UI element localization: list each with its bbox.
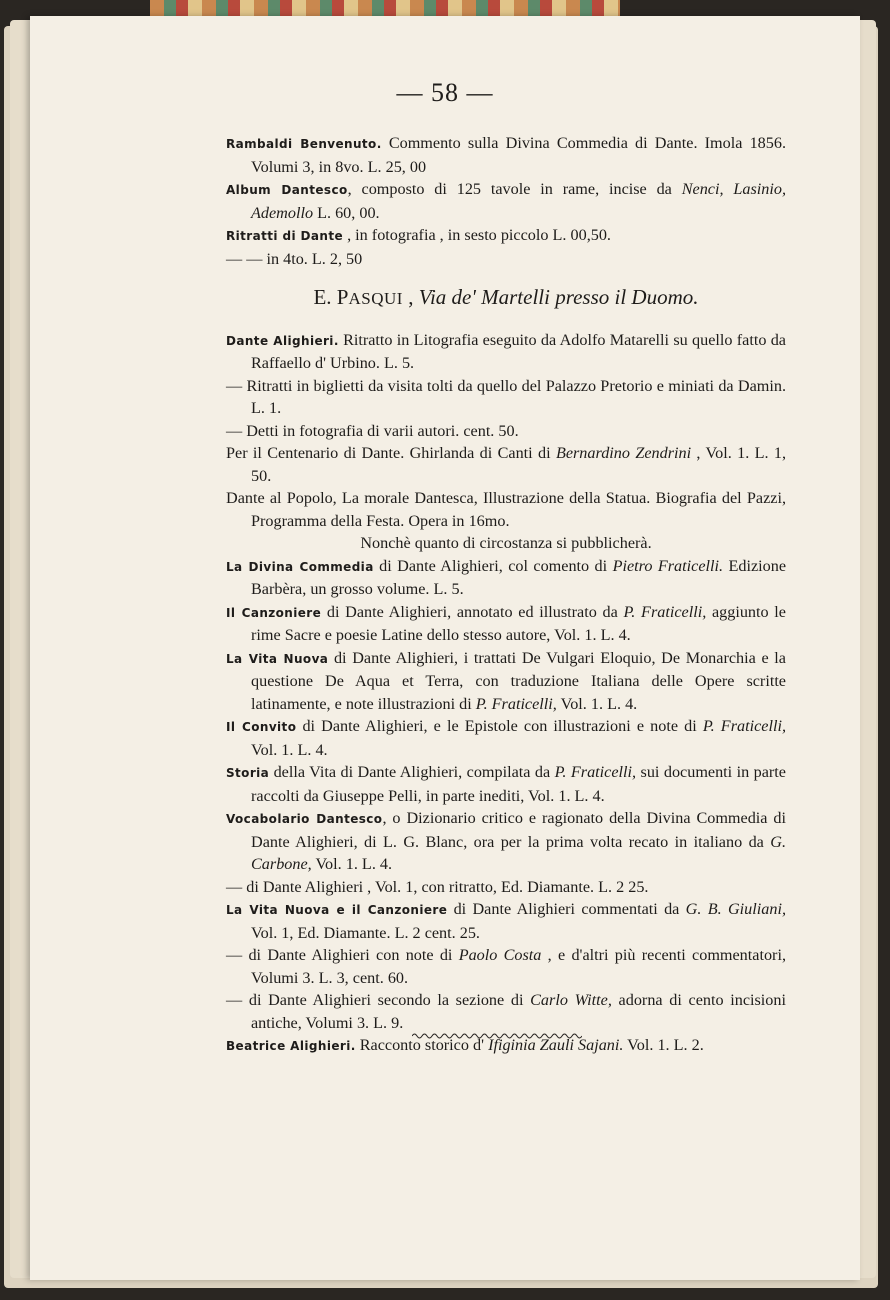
catalog-entry: Album Dantesco, composto di 125 tavole in rame, incise da Nenci, Lasinio, Ademollo L. 60, 00.	[226, 180, 786, 222]
catalog-entry: — Ritratti in biglietti da visita tolti da quello del Palazzo Pretorio e miniati da Damin. L. 1.	[226, 376, 786, 417]
publisher-heading: E. PASQUI , Via de' Martelli presso il Duomo.	[313, 285, 699, 309]
book-cover-edge	[150, 0, 620, 16]
catalog-entry: Beatrice Alighieri. Racconto storico d' Ifiginia Zauli Sajani. Vol. 1. L. 2.	[226, 1036, 704, 1054]
publisher1-catalog	[226, 132, 786, 270]
catalog-entry: — di Dante Alighieri con note di Paolo Costa , e d'altri più recenti commentatori, Volumi 3. L. 3, cent. 60.	[226, 946, 786, 987]
catalog-entry: Dante Alighieri. Ritratto in Litografia eseguito da Adolfo Matarelli su quello fatto da Raffaello d' Urbino. L. 5.	[226, 330, 786, 372]
catalog-entry: Dante al Popolo, La morale Dantesca, Illustrazione della Statua. Biografia del Pazzi, Programma della Festa. Opera in 16mo.	[226, 489, 786, 530]
book-page	[30, 16, 860, 1280]
page-content	[226, 132, 786, 1058]
catalog-entry: Rambaldi Benvenuto. Commento sulla Divina Commedia di Dante. Imola 1856. Volumi 3, in 8vo. L. 25, 00	[226, 134, 786, 176]
page-number: — 58 —	[396, 78, 494, 107]
catalog-entry: Storia della Vita di Dante Alighieri, compilata da P. Fraticelli, sui documenti in parte raccolti da Giuseppe Pelli, in parte inediti, Vol. 1. L. 4.	[226, 763, 786, 805]
catalog-entry: La Vita Nuova di Dante Alighieri, i trattati De Vulgari Eloquio, De Monarchia e la questione De Aqua et Terra, con traduzione Italiana delle Opere scritte latinamente, e note illustrazioni di P. Fraticelli, Vol. 1. L. 4.	[226, 648, 786, 713]
catalog-entry: — di Dante Alighieri , Vol. 1, con ritratto, Ed. Diamante. L. 2 25.	[226, 877, 649, 896]
catalog-entry: — — in 4to. L. 2, 50	[226, 249, 363, 268]
catalog-entry: Vocabolario Dantesco, o Dizionario critico e ragionato della Divina Commedia di Dante Alighieri, di L. G. Blanc, ora per la prima volta recato in italiano da G. Carbone, Vol. 1. L. 4.	[226, 809, 786, 873]
catalog-entry: Per il Centenario di Dante. Ghirlanda di Canti di Bernardino Zendrini , Vol. 1. L. 1, 50.	[226, 444, 786, 485]
catalog-entry: Il Convito di Dante Alighieri, e le Epistole con illustrazioni e note di P. Fraticelli, Vol. 1. L. 4.	[226, 717, 786, 759]
catalog-note: Nonchè quanto di circostanza si pubblicherà.	[360, 534, 652, 552]
catalog-entry: — Detti in fotografia di varii autori. cent. 50.	[226, 421, 519, 440]
decorative-wavy-rule	[412, 1032, 582, 1040]
catalog-entry: Il Canzoniere di Dante Alighieri, annotato ed illustrato da P. Fraticelli, aggiunto le rime Sacre e poesie Latine dello stesso autore, Vol. 1. L. 4.	[226, 602, 786, 644]
catalog-entry: Ritratti di Dante , in fotografia , in sesto piccolo L. 00,50.	[226, 226, 611, 244]
catalog-entry: — di Dante Alighieri secondo la sezione di Carlo Witte, adorna di cento incisioni antiche, Volumi 3. L. 9.	[226, 991, 786, 1032]
publisher2-catalog	[226, 329, 786, 1058]
catalog-entry: La Vita Nuova e il Canzoniere di Dante Alighieri commentati da G. B. Giuliani, Vol. 1, Ed. Diamante. L. 2 cent. 25.	[226, 900, 786, 942]
catalog-entry: La Divina Commedia di Dante Alighieri, col comento di Pietro Fraticelli. Edizione Barbèra, un grosso volume. L. 5.	[226, 556, 786, 598]
